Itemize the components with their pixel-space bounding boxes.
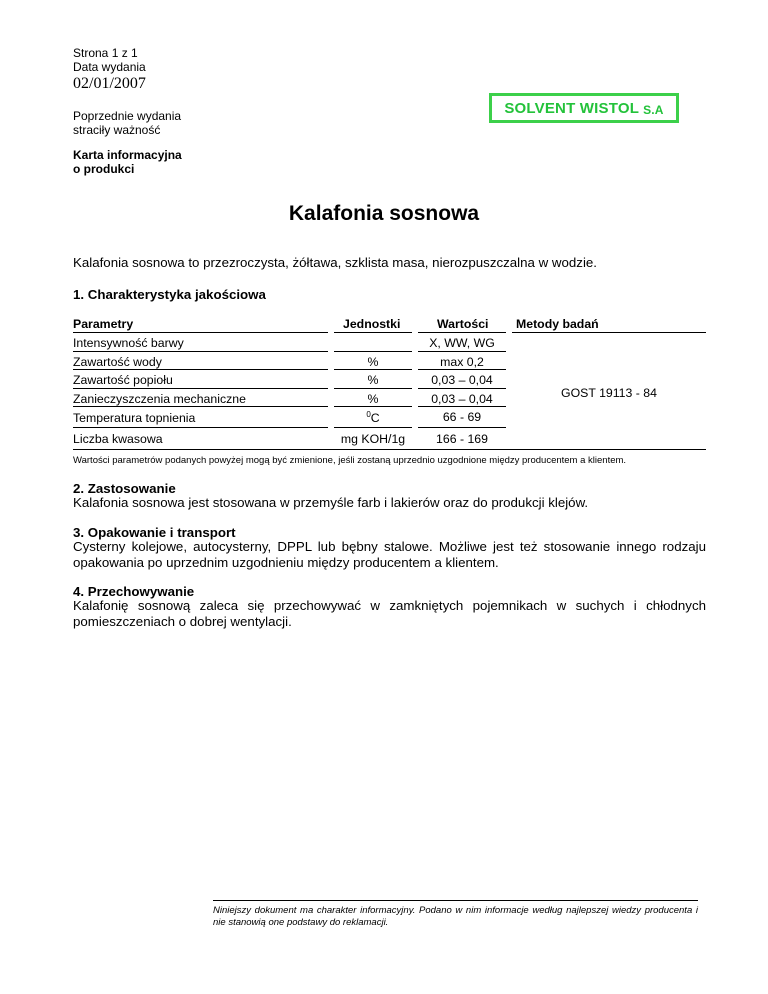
logo-suffix-text: S.A: [643, 102, 664, 117]
table-cell-method: GOST 19113 - 84: [561, 386, 657, 400]
document-title: Kalafonia sosnowa: [288, 202, 480, 225]
table-cell-value: 66 - 69: [442, 410, 482, 424]
table-rule: [334, 369, 412, 370]
table-cell-value: 0,03 – 0,04: [431, 373, 493, 387]
card-type-line1: Karta informacyjna: [73, 148, 182, 162]
section3-text: Cysterny kolejowe, autocysterny, DPPL lub bębny stalowe. Możliwe jest też stosowanie innego rodzaju opakowania po uprzednim uzgodnieniu między producentem a klientem.: [73, 539, 706, 570]
table-rule: [512, 332, 706, 333]
column-header-units: Jednostki: [343, 317, 401, 331]
table-rule: [334, 406, 412, 407]
footer-disclaimer: Niniejszy dokument ma charakter informacyjny. Podano w nim informacje według najlepszej wiedzy producenta i nie stanowią one podstawy do reklamacji.: [213, 905, 698, 928]
table-cell-value: 0,03 – 0,04: [431, 392, 493, 406]
table-note: Wartości parametrów podanych powyżej mogą być zmienione, jeśli zostaną uprzednio uzgodnione między producentem a klientem.: [73, 455, 627, 466]
table-rule: [334, 427, 412, 428]
degree-superscript: 0: [366, 410, 371, 419]
section4-text: Kalafonię sosnową zaleca się przechowywać w zamkniętych pojemnikach w suchych i chłodnych pomieszczeniach o dobrej wentylacji.: [73, 598, 706, 629]
table-rule: [418, 351, 506, 352]
table-cell-param: Liczba kwasowa: [73, 432, 163, 446]
table-cell-param: Zanieczyszczenia mechaniczne: [73, 392, 246, 406]
table-rule: [73, 388, 328, 389]
table-cell-unit: %: [367, 392, 379, 406]
table-cell-value: 166 - 169: [436, 432, 488, 446]
table-cell-param: Temperatura topnienia: [73, 411, 196, 425]
card-type-line2: o produkci: [73, 162, 135, 176]
page-number: Strona 1 z 1: [73, 46, 138, 60]
table-cell-unit: %: [367, 355, 379, 369]
previous-editions-line2: straciły ważność: [73, 123, 161, 137]
section2-heading: 2. Zastosowanie: [73, 481, 176, 496]
column-header-values: Wartości: [437, 317, 489, 331]
section1-heading: 1. Charakterystyka jakościowa: [73, 287, 266, 302]
intro-text: Kalafonia sosnowa to przezroczysta, żółtawa, szklista masa, nierozpuszczalna w wodzie.: [73, 255, 597, 270]
table-cell-unit: [334, 408, 412, 425]
table-cell-value: max 0,2: [440, 355, 484, 369]
table-rule: [418, 406, 506, 407]
table-cell-unit: %: [367, 373, 379, 387]
table-rule: [418, 388, 506, 389]
section3-heading: 3. Opakowanie i transport: [73, 525, 236, 540]
table-rule: [73, 369, 328, 370]
table-rule: [334, 332, 412, 333]
previous-editions-line1: Poprzednie wydania: [73, 109, 182, 123]
section4-heading: 4. Przechowywanie: [73, 584, 195, 599]
logo-main-text: SOLVENT WISTOL: [504, 99, 640, 117]
column-header-params: Parametry: [73, 317, 134, 331]
table-rule: [73, 332, 328, 333]
table-cell-unit: mg KOH/1g: [340, 432, 406, 446]
section2-text: Kalafonia sosnowa jest stosowana w przemyśle farb i lakierów oraz do produkcji klejów.: [73, 495, 589, 510]
table-cell-param: Zawartość popiołu: [73, 373, 173, 387]
table-cell-param: Intensywność barwy: [73, 336, 184, 350]
table-rule: [418, 369, 506, 370]
table-bottom-rule: [73, 449, 706, 450]
table-rule: [334, 388, 412, 389]
issue-date: 02/01/2007: [73, 75, 146, 92]
table-rule: [418, 332, 506, 333]
table-cell-value: X, WW, WG: [429, 336, 495, 350]
unit-text: C: [370, 411, 380, 426]
company-logo: [489, 93, 679, 123]
issue-date-label: Data wydania: [73, 60, 146, 74]
table-rule: [73, 427, 328, 428]
table-rule: [73, 351, 328, 352]
table-rule: [418, 427, 506, 428]
footer-rule: [213, 900, 698, 901]
table-cell-param: Zawartość wody: [73, 355, 162, 369]
column-header-methods: Metody badań: [516, 317, 599, 331]
table-rule: [73, 406, 328, 407]
table-rule: [334, 351, 412, 352]
